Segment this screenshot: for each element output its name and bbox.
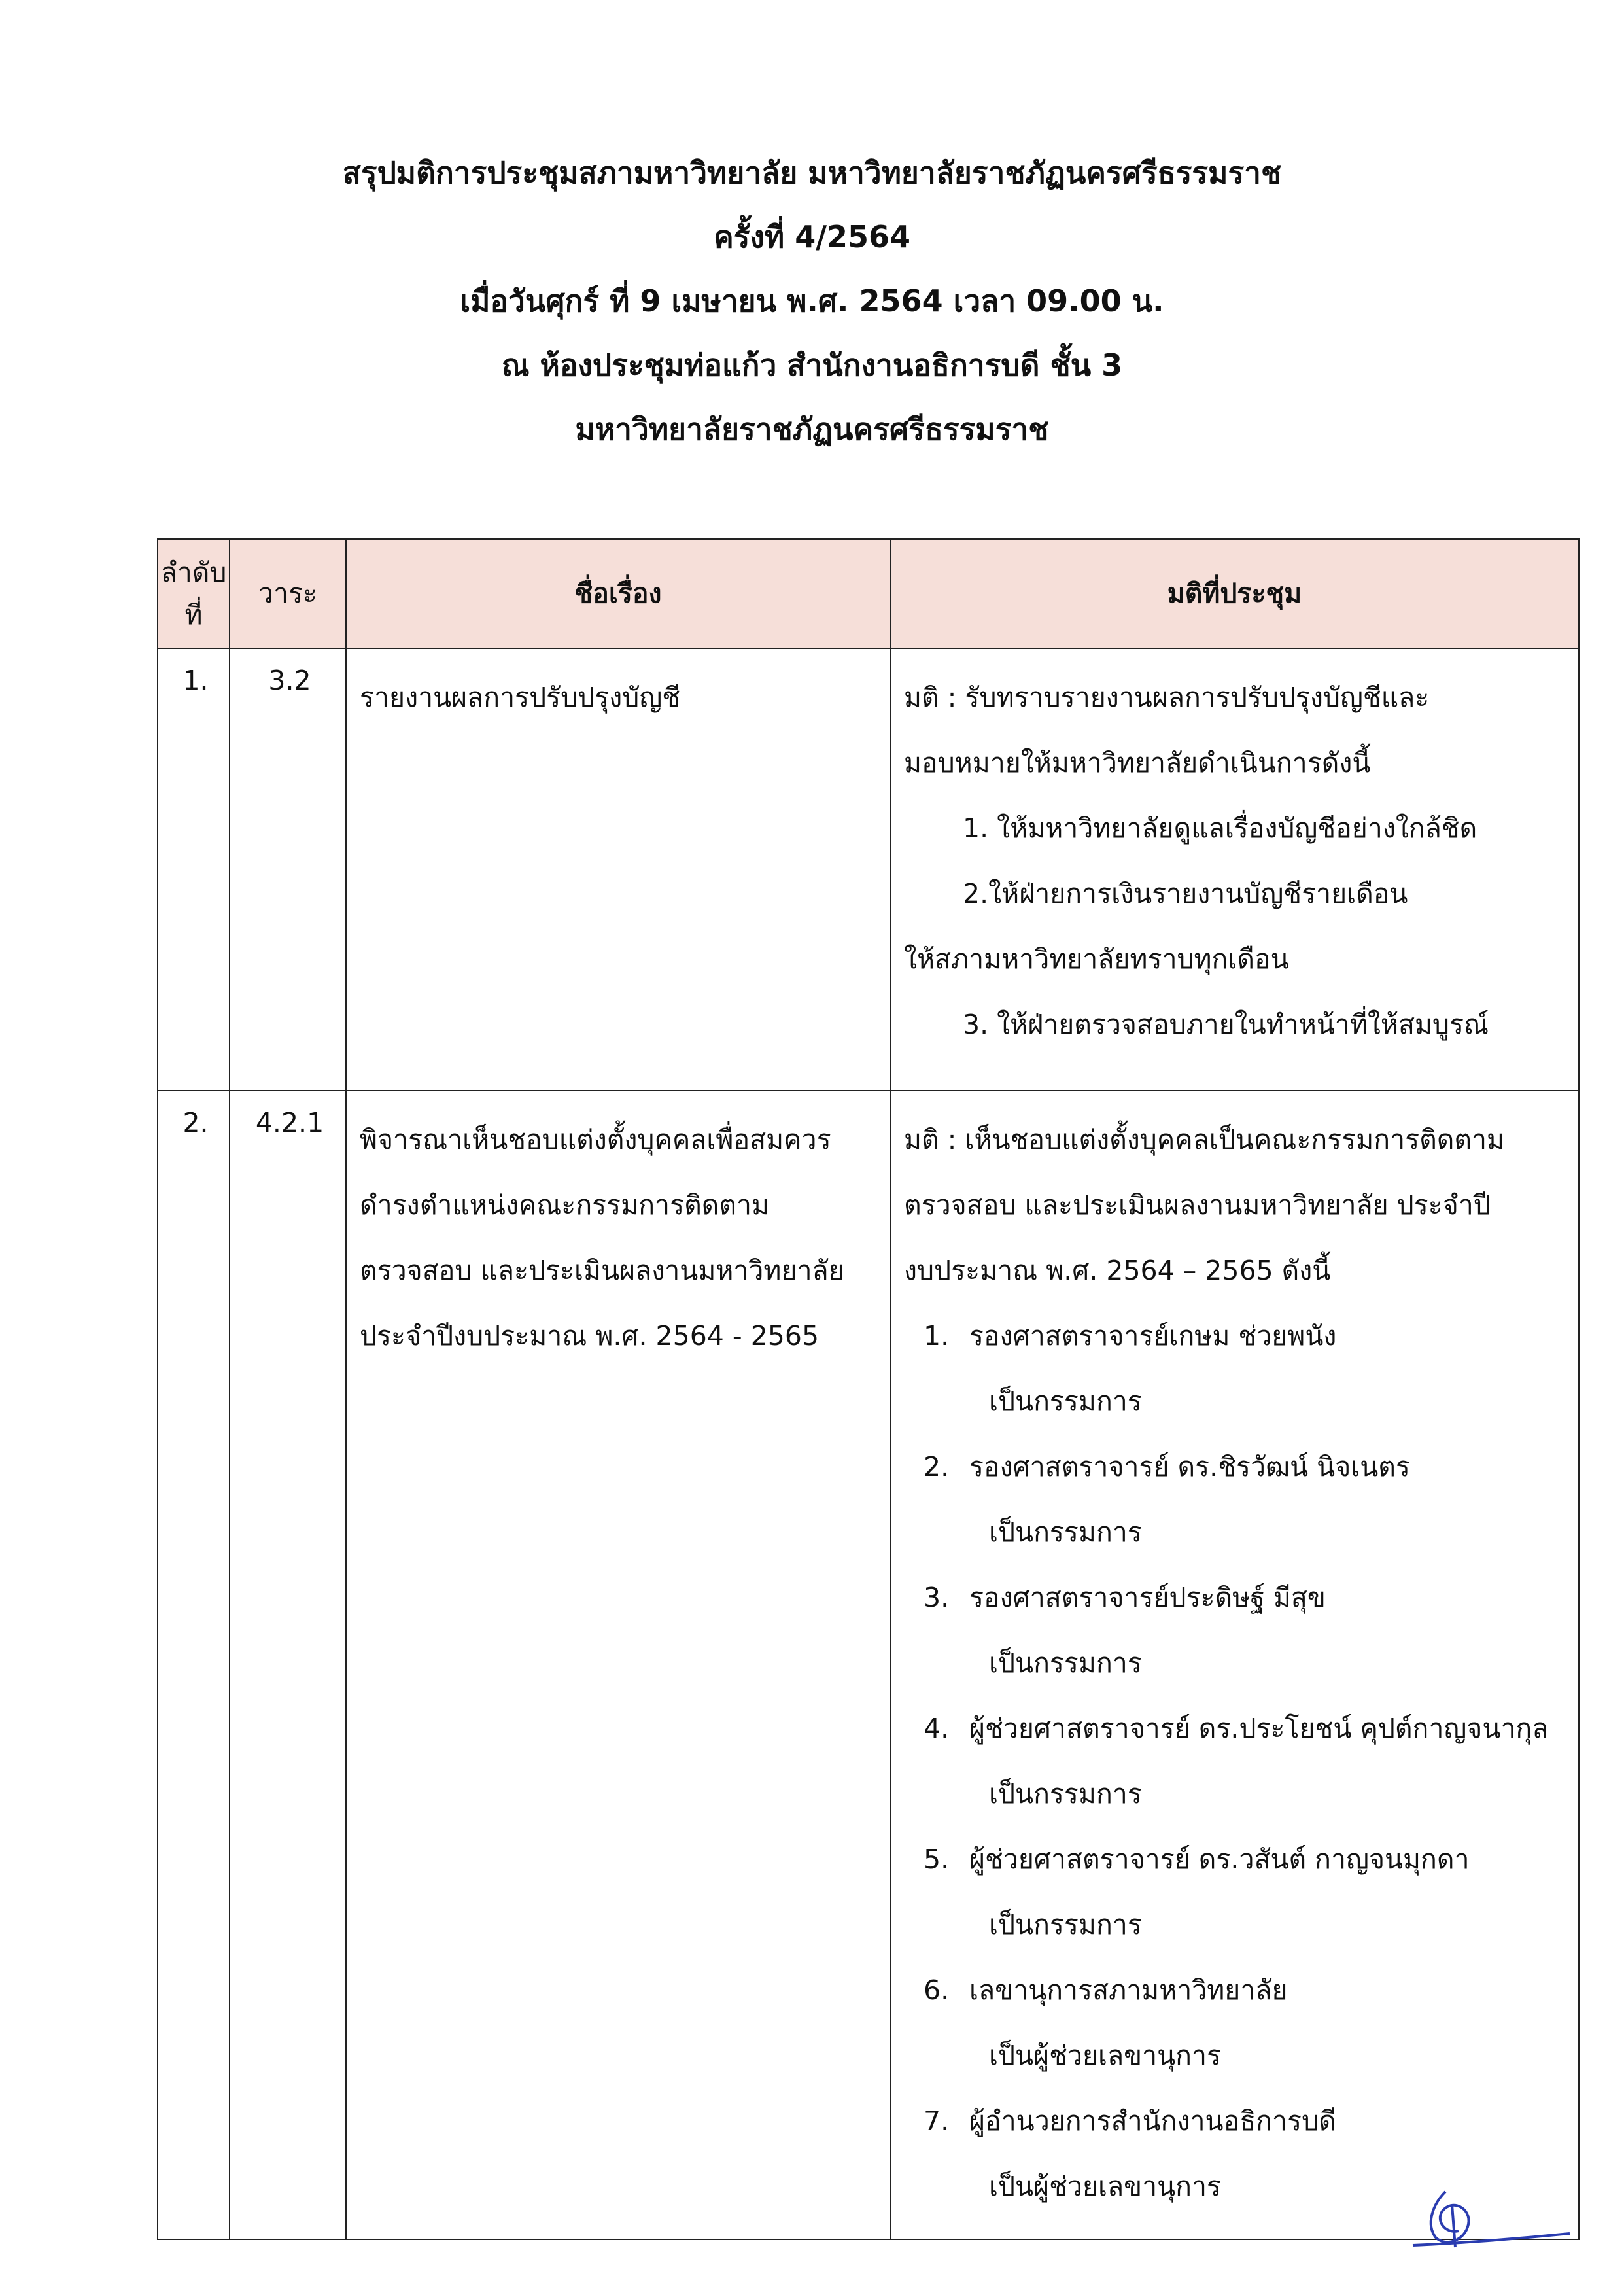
member-number: 3. — [924, 1582, 950, 1613]
member-role-line — [904, 2023, 1569, 2088]
member-role-line — [904, 1630, 1569, 1696]
document-header — [0, 141, 1624, 461]
meeting-date: เมื่อวันศุกร์ ที่ 9 เมษายน พ.ศ. 2564 เวลา 09.00 น. — [460, 283, 1164, 319]
member-name: รองศาสตราจารย์ประดิษฐ์ มีสุข — [969, 1582, 1326, 1613]
row-agenda: 4.2.1 — [230, 1091, 346, 2239]
row-no: 2. — [158, 1091, 230, 2239]
member-role: เป็นกรรมการ — [989, 1386, 1142, 1417]
resolution-line: มติ : รับทราบรายงานผลการปรับปรุงบัญชีและ — [904, 682, 1430, 713]
document-title: สรุปมติการประชุมสภามหาวิทยาลัย มหาวิทยาลัยราชภัฏนครศรีธรรมราช — [342, 155, 1282, 190]
resolution-line: มติ : เห็นชอบแต่งตั้งบุคคลเป็นคณะกรรมการติดตาม — [904, 1124, 1505, 1155]
resolution-item: 3. ให้ฝ่ายตรวจสอบภายในทำหน้าที่ให้สมบูรณ์ — [963, 1009, 1489, 1040]
member-entry — [904, 2088, 1569, 2154]
row-resolution — [890, 648, 1579, 1091]
resolution-line: ตรวจสอบ และประเมินผลงานมหาวิทยาลัย ประจำปี — [904, 1189, 1491, 1221]
member-name: รองศาสตราจารย์เกษม ช่วยพนัง — [969, 1320, 1337, 1352]
resolution-line: งบประมาณ พ.ศ. 2564 – 2565 ดังนี้ — [904, 1255, 1331, 1286]
table-header-row — [158, 539, 1579, 648]
header-resolution: มติที่ประชุม — [890, 539, 1579, 648]
member-role: เป็นกรรมการ — [989, 1647, 1142, 1679]
meeting-venue: ณ ห้องประชุมท่อแก้ว สำนักงานอธิการบดี ชั้น 3 — [501, 347, 1123, 383]
resolution-item: ให้สภามหาวิทยาลัยทราบทุกเดือน — [904, 943, 1289, 975]
member-entry — [904, 1303, 1569, 1369]
row-subject — [346, 648, 890, 1091]
header-no — [158, 539, 230, 648]
member-number: 7. — [924, 2105, 950, 2137]
subject-line: ประจำปีงบประมาณ พ.ศ. 2564 - 2565 — [360, 1320, 820, 1352]
signature — [1406, 2185, 1576, 2260]
member-number: 4. — [924, 1713, 950, 1744]
resolution-item: 2.ให้ฝ่ายการเงินรายงานบัญชีรายเดือน — [963, 878, 1408, 909]
subject-line: รายงานผลการปรับปรุงบัญชี — [360, 682, 681, 713]
header-no-line2: ที่ — [184, 599, 203, 631]
resolution-item: 1. ให้มหาวิทยาลัยดูแลเรื่องบัญชีอย่างใกล้ชิด — [963, 813, 1477, 844]
member-entry — [904, 1434, 1569, 1499]
member-entry — [904, 1565, 1569, 1630]
header-no-line1: ลำดับ — [160, 556, 227, 588]
subject-line: พิจารณาเห็นชอบแต่งตั้งบุคคลเพื่อสมควร — [360, 1124, 831, 1155]
member-role: เป็นผู้ช่วยเลขานุการ — [989, 2040, 1222, 2071]
member-name: ผู้ช่วยศาสตราจารย์ ดร.วสันต์ กาญจนมุกดา — [969, 1844, 1470, 1875]
member-number: 5. — [924, 1844, 950, 1875]
member-name: ผู้ช่วยศาสตราจารย์ ดร.ประโยชน์ คุปต์กาญจนากุล — [969, 1713, 1549, 1744]
row-subject — [346, 1091, 890, 2239]
member-role-line — [904, 1761, 1569, 1827]
member-number: 2. — [924, 1451, 950, 1482]
university-name: มหาวิทยาลัยราชภัฏนครศรีธรรมราช — [575, 412, 1049, 447]
row-resolution — [890, 1091, 1579, 2239]
member-number: 1. — [924, 1320, 950, 1352]
header-agenda: วาระ — [230, 539, 346, 648]
member-role-line — [904, 1892, 1569, 1957]
member-entry — [904, 1696, 1569, 1761]
subject-line: ตรวจสอบ และประเมินผลงานมหาวิทยาลัย — [360, 1255, 844, 1286]
member-role: เป็นกรรมการ — [989, 1778, 1142, 1810]
member-role-line — [904, 1499, 1569, 1565]
member-role-line — [904, 1369, 1569, 1434]
member-role: เป็นกรรมการ — [989, 1516, 1142, 1548]
member-entry — [904, 1827, 1569, 1892]
member-role: เป็นกรรมการ — [989, 1909, 1142, 1940]
resolution-line: มอบหมายให้มหาวิทยาลัยดำเนินการดังนี้ — [904, 747, 1371, 779]
table-row — [158, 1091, 1579, 2239]
subject-line: ดำรงตำแหน่งคณะกรรมการติดตาม — [360, 1189, 770, 1221]
member-role: เป็นผู้ช่วยเลขานุการ — [989, 2171, 1222, 2202]
resolutions-table — [157, 538, 1580, 2240]
row-agenda: 3.2 — [230, 648, 346, 1091]
member-entry — [904, 1957, 1569, 2023]
header-subject: ชื่อเรื่อง — [346, 539, 890, 648]
member-name: เลขานุการสภามหาวิทยาลัย — [969, 1974, 1288, 2006]
table-row — [158, 648, 1579, 1091]
member-number: 6. — [924, 1974, 950, 2006]
member-name: รองศาสตราจารย์ ดร.ชิรวัฒน์ นิจเนตร — [969, 1451, 1410, 1482]
signature-mark — [1406, 2185, 1576, 2257]
meeting-number: ครั้งที่ 4/2564 — [713, 219, 911, 254]
member-name: ผู้อำนวยการสำนักงานอธิการบดี — [969, 2105, 1336, 2137]
row-no: 1. — [158, 648, 230, 1091]
